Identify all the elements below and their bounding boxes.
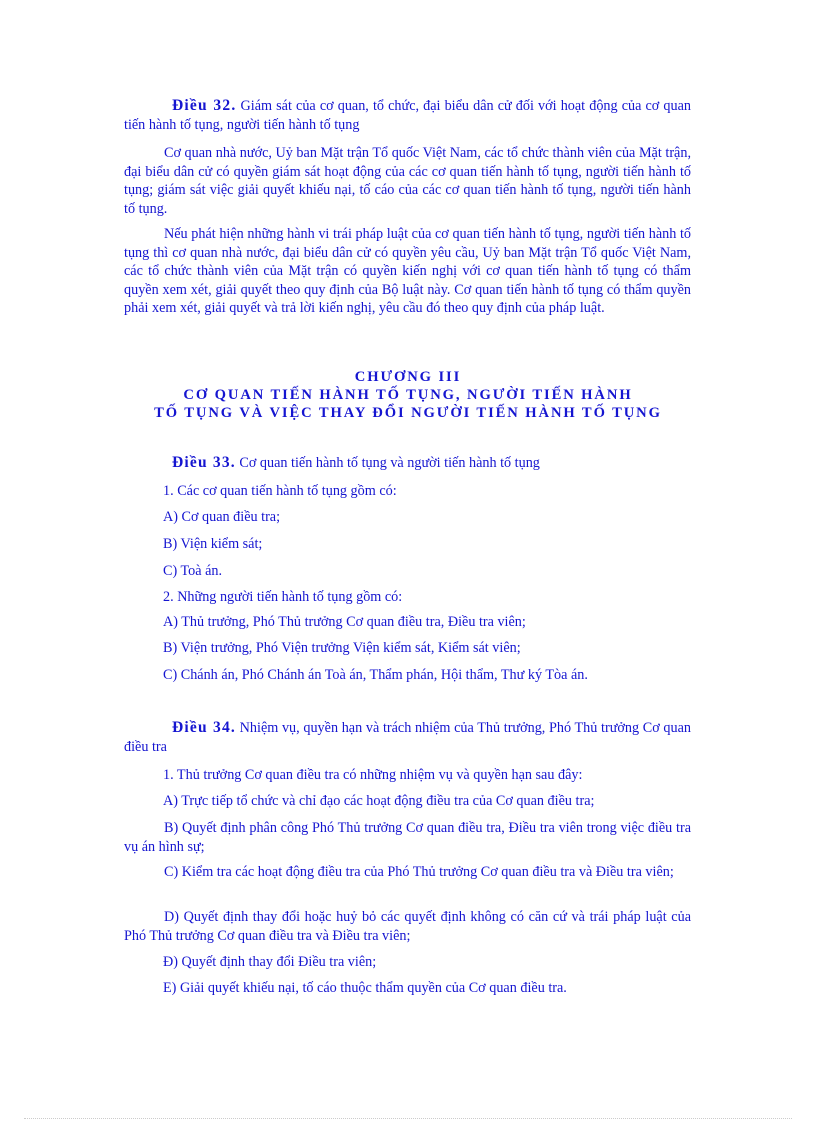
article-33-line: 1. Các cơ quan tiến hành tố tụng gồm có: bbox=[163, 483, 397, 499]
article-32-paragraph-2: Nếu phát hiện những hành vi trái pháp luật của cơ quan tiến hành tố tụng, người tiến hành tố tụng thì cơ quan nhà nước, đại biểu dân cử có quyền yêu cầu, Uỷ ban Mặt trận Tổ quốc Việt Nam, các tổ chức thành viên của Mặt trận có quyền kiến nghị với cơ quan tiến hành tố tụng có thẩm quyền xem xét, giải quyết theo quy định của Bộ luật này. Cơ quan tiến hành tố tụng có thẩm quyền phải xem xét, giải quyết và trả lời kiến nghị, yêu cầu đó theo quy định của pháp luật. bbox=[124, 226, 691, 317]
article-33-label: Điều 33. bbox=[172, 454, 236, 471]
article-33-title: Cơ quan tiến hành tố tụng và người tiến hành tố tụng bbox=[235, 455, 540, 471]
article-34-title: Nhiệm vụ, quyền hạn và trách nhiệm của Thủ trưởng, Phó Thủ trưởng Cơ quan điều tra bbox=[124, 720, 691, 755]
chapter-number: CHƯƠNG III bbox=[354, 369, 462, 385]
article-32-label: Điều 32. bbox=[172, 97, 237, 114]
article-34-item: D) Quyết định thay đổi hoặc huỷ bỏ các quyết định không có căn cứ và trái pháp luật của Phó Thủ trưởng Cơ quan điều tra và Điều tra viên; bbox=[124, 909, 691, 944]
article-34-item: Đ) Quyết định thay đổi Điều tra viên; bbox=[163, 954, 377, 970]
article-33-heading bbox=[172, 454, 540, 473]
article-34-item: E) Giải quyết khiếu nại, tố cáo thuộc thẩm quyền của Cơ quan điều tra. bbox=[163, 980, 567, 996]
article-33-line: B) Viện kiểm sát; bbox=[163, 536, 263, 552]
article-32-paragraph-1: Cơ quan nhà nước, Uỷ ban Mặt trận Tổ quốc Việt Nam, các tổ chức thành viên của Mặt trận, đại biểu dân cử có quyền giám sát hoạt động của các cơ quan tiến hành tố tụng, người tiến hành tố tụng; giám sát việc giải quyết khiếu nại, tố cáo của các cơ quan tiến hành tố tụng, người tiến hành tố tụng. bbox=[124, 145, 691, 217]
chapter-title-line-1: CƠ QUAN TIẾN HÀNH TỐ TỤNG, NGƯỜI TIẾN HÀNH bbox=[183, 387, 633, 403]
article-33-line: A) Cơ quan điều tra; bbox=[163, 509, 281, 525]
article-34-item: C) Kiểm tra các hoạt động điều tra của Phó Thủ trưởng Cơ quan điều tra và Điều tra viên; bbox=[164, 864, 674, 880]
page-bottom-rule bbox=[24, 1118, 792, 1119]
article-33-line: A) Thủ trưởng, Phó Thủ trưởng Cơ quan điều tra, Điều tra viên; bbox=[163, 614, 526, 630]
article-34-intro: 1. Thủ trưởng Cơ quan điều tra có những nhiệm vụ và quyền hạn sau đây: bbox=[163, 767, 583, 783]
article-34-item: A) Trực tiếp tổ chức và chỉ đạo các hoạt động điều tra của Cơ quan điều tra; bbox=[163, 793, 595, 809]
article-32-heading bbox=[124, 97, 691, 134]
article-32-title: Giám sát của cơ quan, tổ chức, đại biểu dân cử đối với hoạt động của cơ quan tiến hành tố tụng, người tiến hành tố tụng bbox=[124, 98, 691, 133]
article-33-line: C) Toà án. bbox=[163, 563, 223, 579]
article-34-heading bbox=[124, 719, 691, 756]
chapter-title-line-2: TỐ TỤNG VÀ VIỆC THAY ĐỔI NGƯỜI TIẾN HÀNH TỐ TỤNG bbox=[154, 405, 662, 421]
article-33-line: 2. Những người tiến hành tố tụng gồm có: bbox=[163, 589, 403, 605]
article-34-item: B) Quyết định phân công Phó Thủ trưởng Cơ quan điều tra, Điều tra viên trong việc điều tra vụ án hình sự; bbox=[124, 820, 691, 855]
article-33-line: C) Chánh án, Phó Chánh án Toà án, Thẩm phán, Hội thẩm, Thư ký Tòa án. bbox=[163, 667, 588, 683]
article-33-line: B) Viện trưởng, Phó Viện trưởng Viện kiểm sát, Kiểm sát viên; bbox=[163, 640, 521, 656]
article-34-label: Điều 34. bbox=[172, 719, 236, 736]
